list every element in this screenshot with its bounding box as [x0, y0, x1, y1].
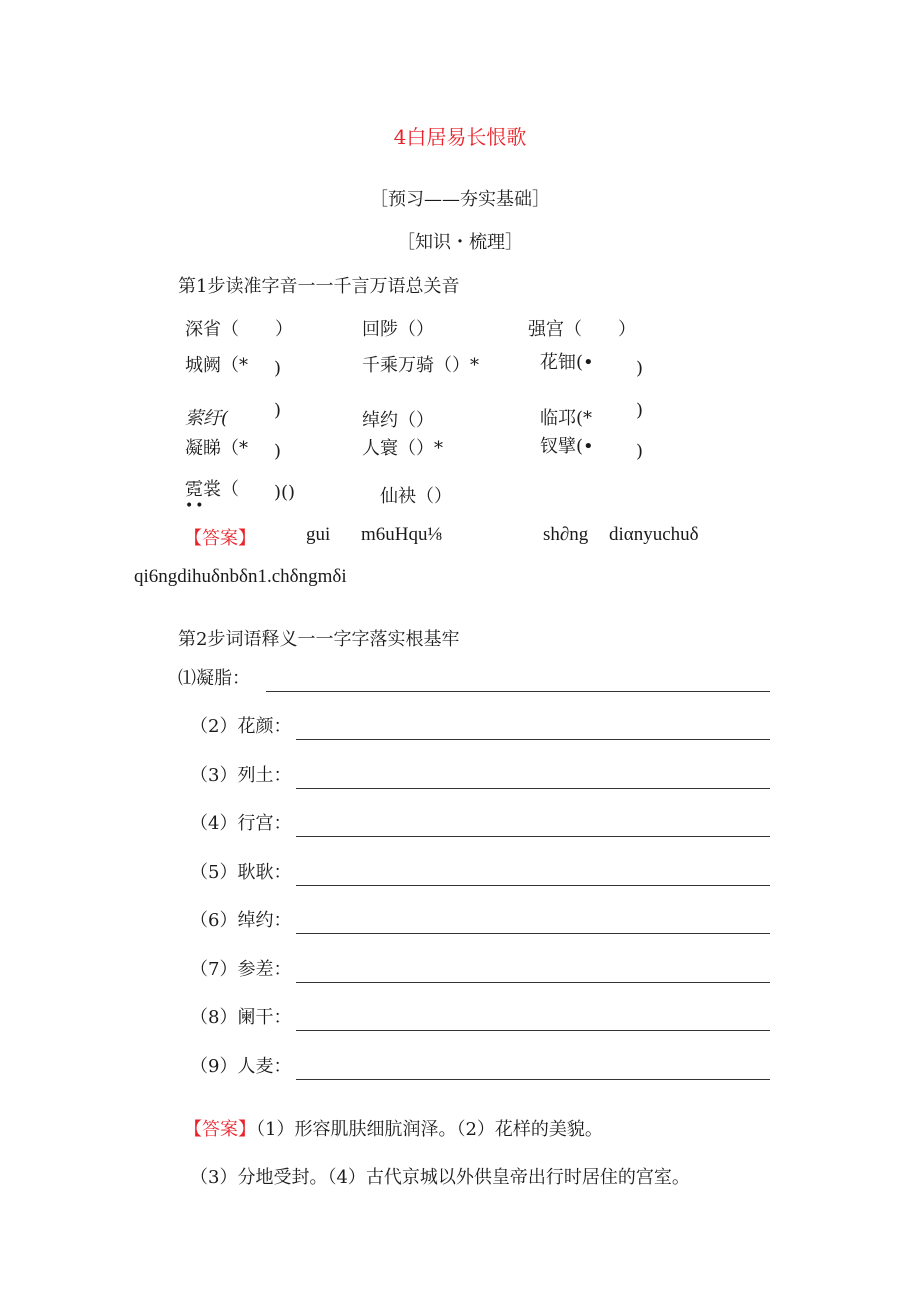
page-title: 4白居易长恨歌 [393, 125, 527, 149]
pronunciation-item: 绰约（） [362, 410, 434, 431]
pronunciation-close: )() [274, 482, 296, 503]
answer-tag: 【答案】 [184, 1119, 256, 1140]
definition-row: （6）绰约： [190, 904, 770, 934]
pronunciation-item: 霓裳（ [185, 479, 239, 500]
pronunciation-close: ) [274, 358, 282, 379]
pronunciation-item: 千乘万骑（）* [362, 355, 479, 376]
definition-row: （5）耿耿： [190, 856, 770, 886]
pronunciation-item: 花钿(• [540, 352, 594, 373]
pronunciation-item: 人寰（）* [362, 438, 443, 459]
answer-line: 【答案】（1）形容肌肤细肮润泽。（2）花样的美貌。 [184, 1119, 603, 1140]
pronunciation-item: 深省（ ） [185, 319, 293, 340]
subsection-heading: ［知识・梳理］ [397, 232, 523, 253]
pronunciation-close: ) [274, 441, 282, 462]
answer-pinyin-line2: qi6ngdihuδnbδn1.chδngmδi [134, 566, 347, 587]
answer-line: （3）分地受封。（4）古代京城以外供皇帝出行时居住的宫室。 [190, 1167, 690, 1188]
pronunciation-item: 萦纡( [185, 408, 229, 429]
answer-blank-line[interactable] [296, 1030, 770, 1031]
definition-row: （4）行宫： [190, 807, 770, 837]
step2-heading: 第2步词语释义一一字字落实根基牢 [178, 629, 460, 650]
pronunciation-close: ) [636, 441, 644, 462]
pronunciation-item: 凝睇（* [185, 438, 248, 459]
pronunciation-item: 临邛(* [540, 408, 593, 429]
answer-tag: 【答案】 [184, 528, 256, 549]
pronunciation-item: 钗擘(• [540, 436, 594, 457]
answer-blank-line[interactable] [296, 982, 770, 983]
definition-row: （8）阑干： [190, 1001, 770, 1031]
pronunciation-item: 仙袂（） [380, 486, 452, 507]
emphasis-dots: •• [185, 498, 206, 514]
pronunciation-item: 回陟（） [362, 319, 434, 340]
answer-pinyin: m6uHqu⅛ [361, 524, 442, 545]
answer-blank-line[interactable] [296, 788, 770, 789]
answer-pinyin: diαnyuchuδ [609, 524, 699, 545]
answer-blank-line[interactable] [296, 933, 770, 934]
answer-blank-line[interactable] [296, 885, 770, 886]
pronunciation-close: ) [636, 358, 644, 379]
pronunciation-item: 城阙（* [185, 355, 248, 376]
definition-row: （9）人麦： [190, 1050, 770, 1080]
answer-blank-line[interactable] [296, 836, 770, 837]
answer-pinyin: sh∂ng [543, 524, 589, 545]
answer-blank-line[interactable] [266, 691, 770, 692]
definition-row: （2）花颜： [190, 710, 770, 740]
answer-blank-line[interactable] [296, 1079, 770, 1080]
step1-heading: 第1步读准字音一一千言万语总关音 [178, 276, 460, 297]
pronunciation-item: 强宫（ ） [528, 319, 636, 340]
answer-pinyin: gui [306, 524, 331, 545]
definition-row: ⑴凝脂： [178, 662, 770, 692]
pronunciation-close: ) [636, 400, 644, 421]
answer-blank-line[interactable] [296, 739, 770, 740]
definition-row: （7）参差： [190, 953, 770, 983]
pronunciation-close: ) [274, 400, 282, 421]
definition-row: （3）列土： [190, 759, 770, 789]
section-heading: ［预习——夯实基础］ [370, 189, 550, 210]
